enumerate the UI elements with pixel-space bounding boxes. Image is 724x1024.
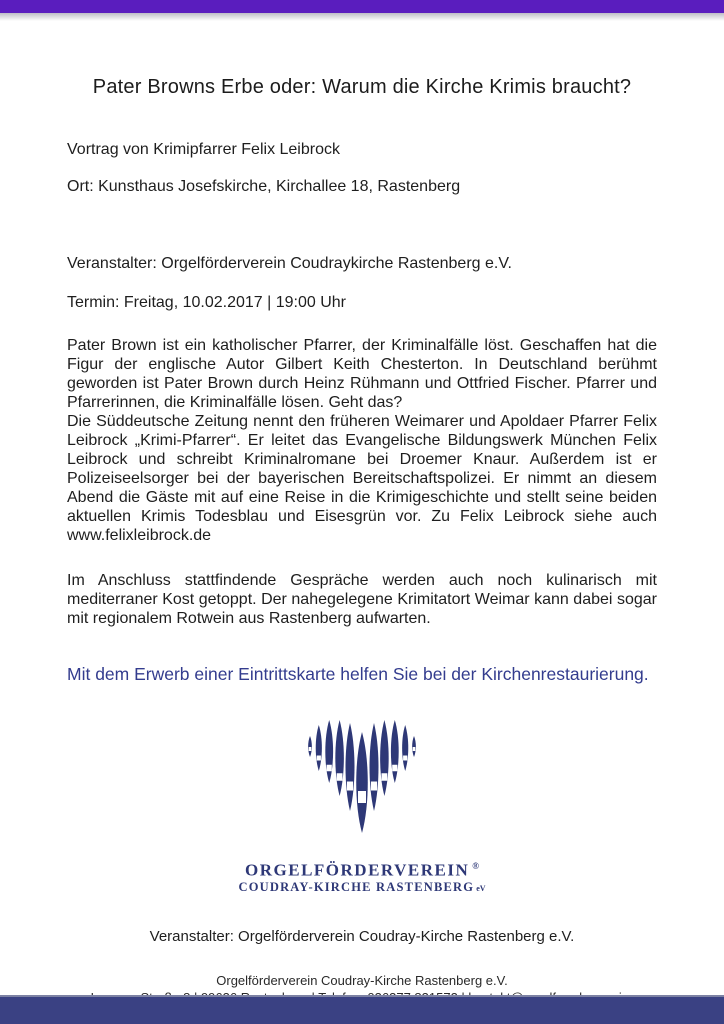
logo-subname-line	[67, 880, 657, 896]
page-title: Pater Browns Erbe oder: Warum die Kirche Krimis braucht?	[92, 76, 632, 98]
flyer-content	[0, 74, 724, 1023]
footer-organizer-line: Veranstalter: Orgelförderverein Coudray-Kirche Rastenberg e.V.	[149, 927, 575, 945]
organizer-line: Veranstalter: Orgelförderverein Coudraykirche Rastenberg e.V.	[67, 255, 512, 272]
organization-logo	[67, 716, 657, 896]
ticket-highlight-line: Mit dem Erwerb einer Eintrittskarte helfen Sie bei der Kirchenrestaurierung.	[67, 664, 649, 684]
body-paragraph-2: Die Süddeutsche Zeitung nennt den früheren Weimarer und Apoldaer Pfarrer Felix Leibrock „Krimi-Pfarrer“. Er leitet das Evangelische Bildungswerk München Felix Leibrock und schreibt Kriminalromane bei Droemer Knaur. Außerdem ist er Polizeiseelsorger bei der bayerischen Bereitschaftspolizei. Er nimmt an diesem Abend die Gäste mit auf eine Reise in die Krimigeschichte und stellt seine beiden aktuellen Krimis Todesblau und Eisesgrün vor. Zu Felix Leibrock siehe auch www.felixleibrock.de	[67, 413, 657, 544]
top-accent-bar	[0, 0, 724, 13]
speaker-line: Vortrag von Krimipfarrer Felix Leibrock	[67, 141, 340, 158]
footer-contact-name: Orgelförderverein Coudray-Kirche Rastenberg e.V.	[216, 972, 508, 988]
top-bar-shadow	[0, 13, 724, 21]
organ-pipes-heart-icon	[67, 716, 657, 843]
registered-trademark-symbol: ®	[472, 861, 479, 871]
date-line: Termin: Freitag, 10.02.2017 | 19:00 Uhr	[67, 294, 346, 311]
location-line: Ort: Kunsthaus Josefskirche, Kirchallee 18, Rastenberg	[67, 178, 461, 195]
logo-name-line	[67, 857, 657, 880]
logo-name-text: ORGELFÖRDERVEREIN	[245, 860, 470, 880]
bottom-accent-bar	[0, 995, 724, 1024]
logo-subname-text: COUDRAY-KIRCHE RASTENBERG	[238, 879, 475, 894]
logo-ev-suffix: eV	[476, 883, 486, 893]
body-paragraph-3: Im Anschluss stattfindende Gespräche werden auch noch kulinarisch mit mediterraner Kost getoppt. Der nahegelegene Krimitatort Weimar kann dabei sogar mit regionalem Rotwein aus Rastenberg aufwarten.	[67, 572, 657, 627]
body-paragraph-1: Pater Brown ist ein katholischer Pfarrer, der Kriminalfälle löst. Geschaffen hat die Figur der englische Autor Gilbert Keith Chesterton. In Deutschland berühmt geworden ist Pater Brown durch Heinz Rühmann und Ottfried Fischer. Pfarrer und Pfarrerinnen, die Kriminalfälle lösen. Geht das?	[67, 337, 657, 411]
